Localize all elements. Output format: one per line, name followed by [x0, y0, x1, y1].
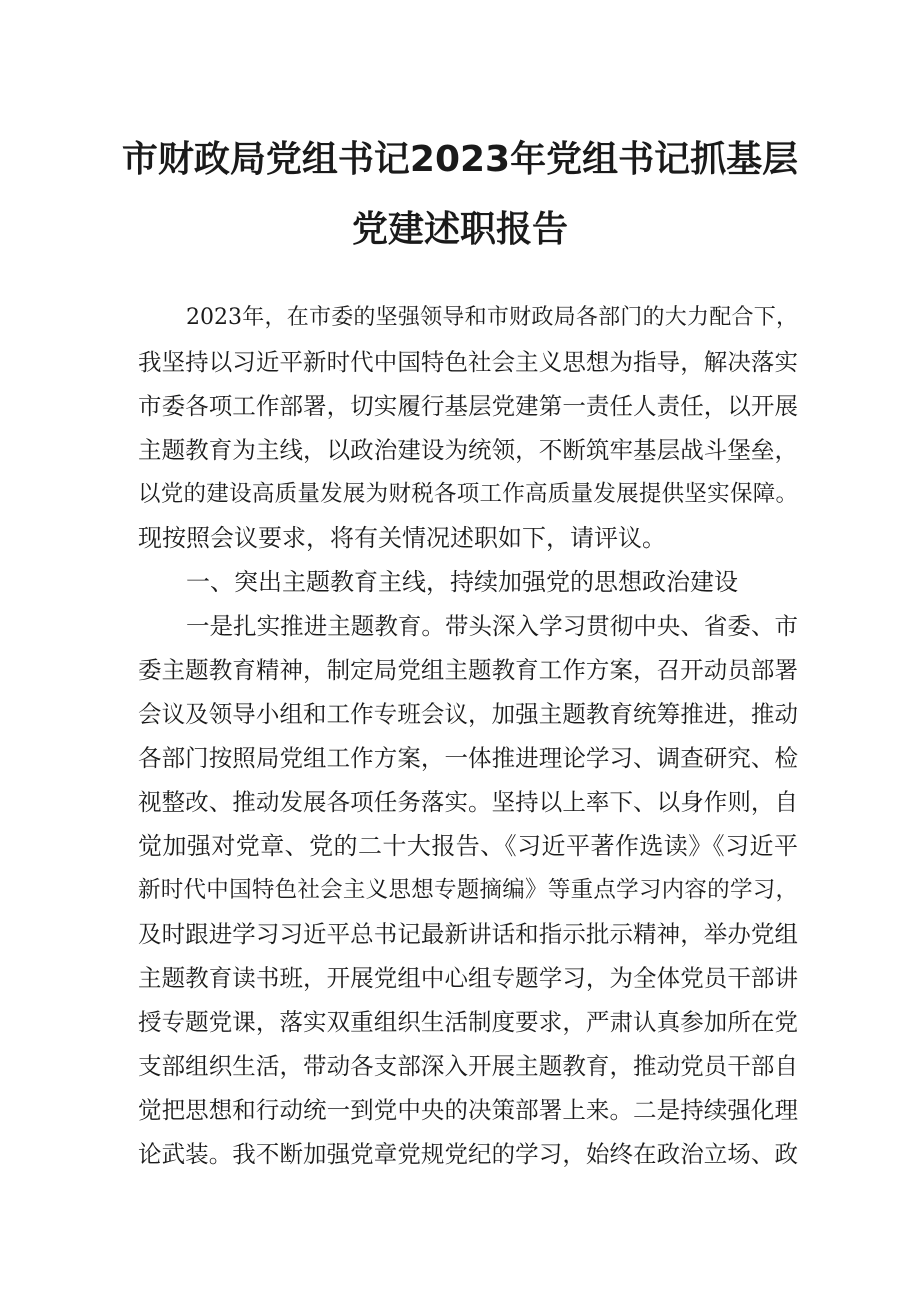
body-line: 觉把思想和行动统一到党中央的决策部署上来。二是持续强化理: [138, 1096, 798, 1124]
document-title-line-1: 市财政局党组书记2023年党组书记抓基层: [121, 139, 799, 180]
body-line: 及时跟进学习习近平总书记最新讲话和指示批示精神，举办党组: [138, 920, 798, 948]
body-line: 一是扎实推进主题教育。带头深入学习贯彻中央、省委、市: [186, 612, 798, 640]
section-heading: 一、突出主题教育主线，持续加强党的思想政治建设: [186, 568, 738, 596]
body-line: 以党的建设高质量发展为财税各项工作高质量发展提供坚实保障。: [138, 481, 798, 507]
body-line: 论武装。我不断加强党章党规党纪的学习，始终在政治立场、政: [138, 1140, 798, 1168]
body-line: 视整改、推动发展各项任务落实。坚持以上率下、以身作则，自: [138, 788, 798, 816]
document-title-line-2: 党建述职报告: [351, 209, 568, 250]
body-line: 2023年，在市委的坚强领导和市财政局各部门的大力配合下，: [186, 305, 798, 330]
body-line: 授专题党课，落实双重组织生活制度要求，严肃认真参加所在党: [138, 1008, 798, 1036]
body-line: 会议及领导小组和工作专班会议，加强主题教育统筹推进，推动: [138, 700, 798, 728]
body-line: 我坚持以习近平新时代中国特色社会主义思想为指导，解决落实: [138, 348, 798, 376]
body-line: 各部门按照局党组工作方案，一体推进理论学习、调查研究、检: [138, 744, 798, 772]
body-line: 市委各项工作部署，切实履行基层党建第一责任人责任，以开展: [138, 392, 798, 420]
body-line: 觉加强对党章、党的二十大报告、《习近平著作选读》《习近平: [138, 832, 798, 860]
body-line: 现按照会议要求，将有关情况述职如下，请评议。: [138, 524, 666, 552]
body-line: 委主题教育精神，制定局党组主题教育工作方案，召开动员部署: [138, 656, 798, 684]
body-line: 主题教育为主线，以政治建设为统领，不断筑牢基层战斗堡垒，: [138, 436, 798, 464]
body-line: 主题教育读书班，开展党组中心组专题学习，为全体党员干部讲: [138, 964, 798, 992]
body-line: 支部组织生活，带动各支部深入开展主题教育，推动党员干部自: [138, 1052, 798, 1080]
body-line: 新时代中国特色社会主义思想专题摘编》等重点学习内容的学习，: [138, 877, 798, 903]
